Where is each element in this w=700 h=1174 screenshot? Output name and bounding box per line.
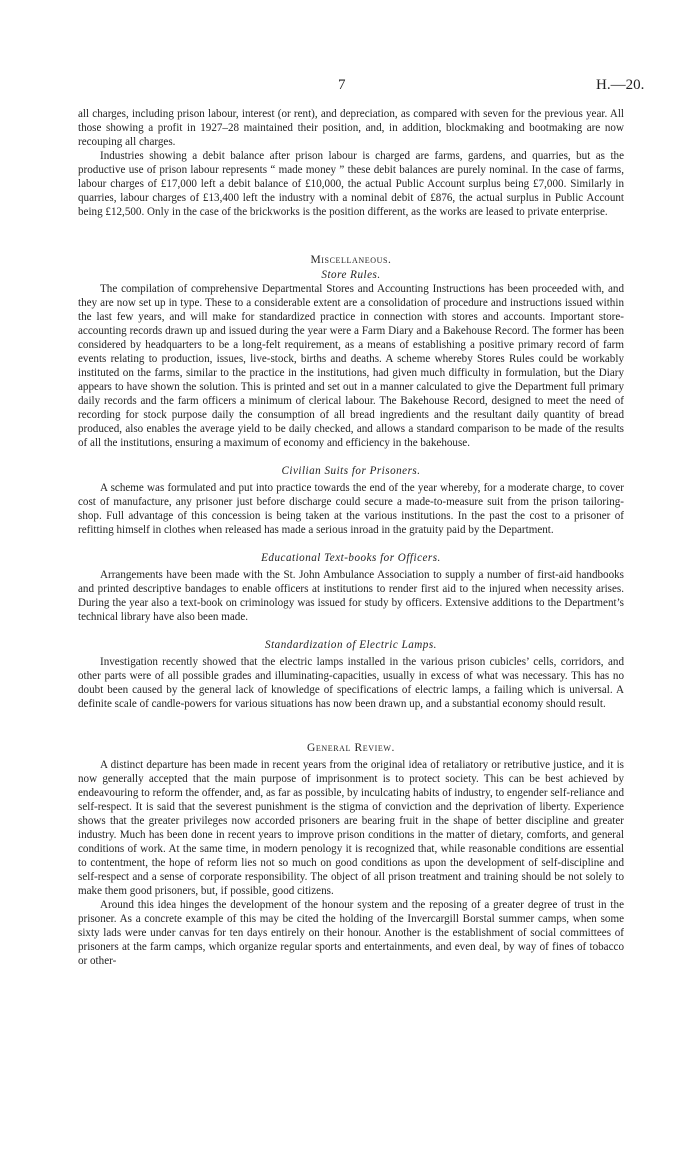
paragraph-general-review-1: A distinct departure has been made in recent years from the original idea of retaliatory or retributive justice, and it is now generally accepted that the main purpose of imprisonment is to protect society. This can be best achieved by endeavouring to reform the offender, and, as far as possible, by inculcating habits of industry, to engender self-reliance and self-respect. It is said that the severest punishment is the stigma of conviction and the deprivation of liberty. Experience shows that the greater privileges now accorded prisoners are bearing fruit in the shape of better discipline and greater industry. Much has been done in recent years to improve prison conditions in the matter of dietary, comforts, and general conditions of work. At the same time, in modern penology it is recognized that, while reasonable conditions are essential to contentment, the hope of reform lies not so much on good conditions as upon the development of self-discipline and self-respect and a sense of corporate responsibility. The object of all prison treatment and training should be not solely to make them good prisoners, but, if possible, good citizens. — [78, 759, 624, 897]
intro-paragraph-1: all charges, including prison labour, interest (or rent), and depreciation, as compared with seven for the previous year. All those showing a profit in 1927–28 maintained their position, and, in addition, blockmaking and bootmaking are now recouping all charges. — [78, 108, 624, 148]
paragraph-text-books: Arrangements have been made with the St. John Ambulance Association to supply a number of first-aid handbooks and printed descriptive bandages to enable officers at institutions to render first aid to the injured when necessity arises. During the year also a text-book on criminology was issued for study by officers. Extensive additions to the Department’s technical library have also been made. — [78, 569, 624, 623]
subheading-text-books: Educational Text-books for Officers. — [261, 552, 441, 564]
subheading-store-rules: Store Rules. — [321, 269, 381, 281]
page-number: 7 — [338, 77, 346, 93]
paragraph-electric-lamps: Investigation recently showed that the electric lamps installed in the various prison cubicles’ cells, corridors, and other parts were of all possible grades and illuminating-capacities, usually in excess of what was necessary. This has no doubt been caused by the general lack of knowledge of specifications of electric lamps, a failing which is universal. A definite scale of candle-powers for various situations has now been drawn up, and a substantial economy should result. — [78, 656, 624, 710]
section-title-miscellaneous: Miscellaneous. — [310, 254, 392, 266]
document-code: H.—20. — [596, 77, 645, 93]
paragraph-store-rules: The compilation of comprehensive Departmental Stores and Accounting Instructions has been proceeded with, and they are now set up in type. These to a considerable extent are a consolidation of procedure and instructions issued within the last few years, and will make for standardized practice in connection with stores and accounts. Important store-accounting records drawn up and issued during the year were a Farm Diary and a Bakehouse Record. The former has been considered by headquarters to be a long-felt requirement, as a means of establishing a positive primary record of farm events relating to production, issues, live-stock, births and deaths. A scheme whereby Stores Rules could be workably instituted on the farms, similar to the practice in the institutions, had given much difficulty in formulation, but the Diary appears to have shown the solution. This is printed and set out in a manner calculated to give the Department full primary daily records and the farm officers a minimum of clerical labour. The Bakehouse Record, designed to meet the need of recording for stock purpose daily the consumption of all bread ingredients and the resultant daily quantity of bread produced, also enables the average yield to be daily checked, and allows a standard comparison to be made of the results of all the institutions, ensuring a maximum of economy and efficiency in the bakehouse. — [78, 283, 624, 449]
subheading-electric-lamps: Standardization of Electric Lamps. — [265, 639, 437, 651]
paragraph-civilian-suits: A scheme was formulated and put into practice towards the end of the year whereby, for a moderate charge, to cover cost of manufacture, any prisoner just before discharge could secure a made-to-measure suit from the prison tailoring-shop. Full advantage of this concession is being taken at the various institutions. In the past the cost to a prisoner of refitting himself in clothes when released has made a serious inroad in the gratuity paid by the Department. — [78, 482, 624, 536]
page-body — [78, 107, 624, 968]
section-title-general-review: General Review. — [306, 742, 396, 754]
subheading-civilian-suits: Civilian Suits for Prisoners. — [281, 465, 421, 477]
paragraph-general-review-2: Around this idea hinges the development of the honour system and the reposing of a greater degree of trust in the prisoner. As a concrete example of this may be cited the holding of the Invercargill Borstal summer camps, when some sixty lads were under canvas for ten days entirely on their honour. Another is the establishment of social committees of prisoners at the farm camps, which organize regular sports and entertainments, and even deal, by way of fines of tobacco or other- — [78, 899, 624, 967]
intro-paragraph-2: Industries showing a debit balance after prison labour is charged are farms, gardens, and quarries, but as the productive use of prison labour represents “ made money ” these debit balances are purely nominal. In the case of farms, labour charges of £17,000 left a debit balance of £10,000, the actual Public Account surplus being £7,000. Similarly in quarries, labour charges of £13,400 left the industry with a nominal debit of £876, the actual surplus in Public Account being £12,500. Only in the case of the brickworks is the position different, as the works are leased to private enterprise. — [78, 150, 624, 218]
